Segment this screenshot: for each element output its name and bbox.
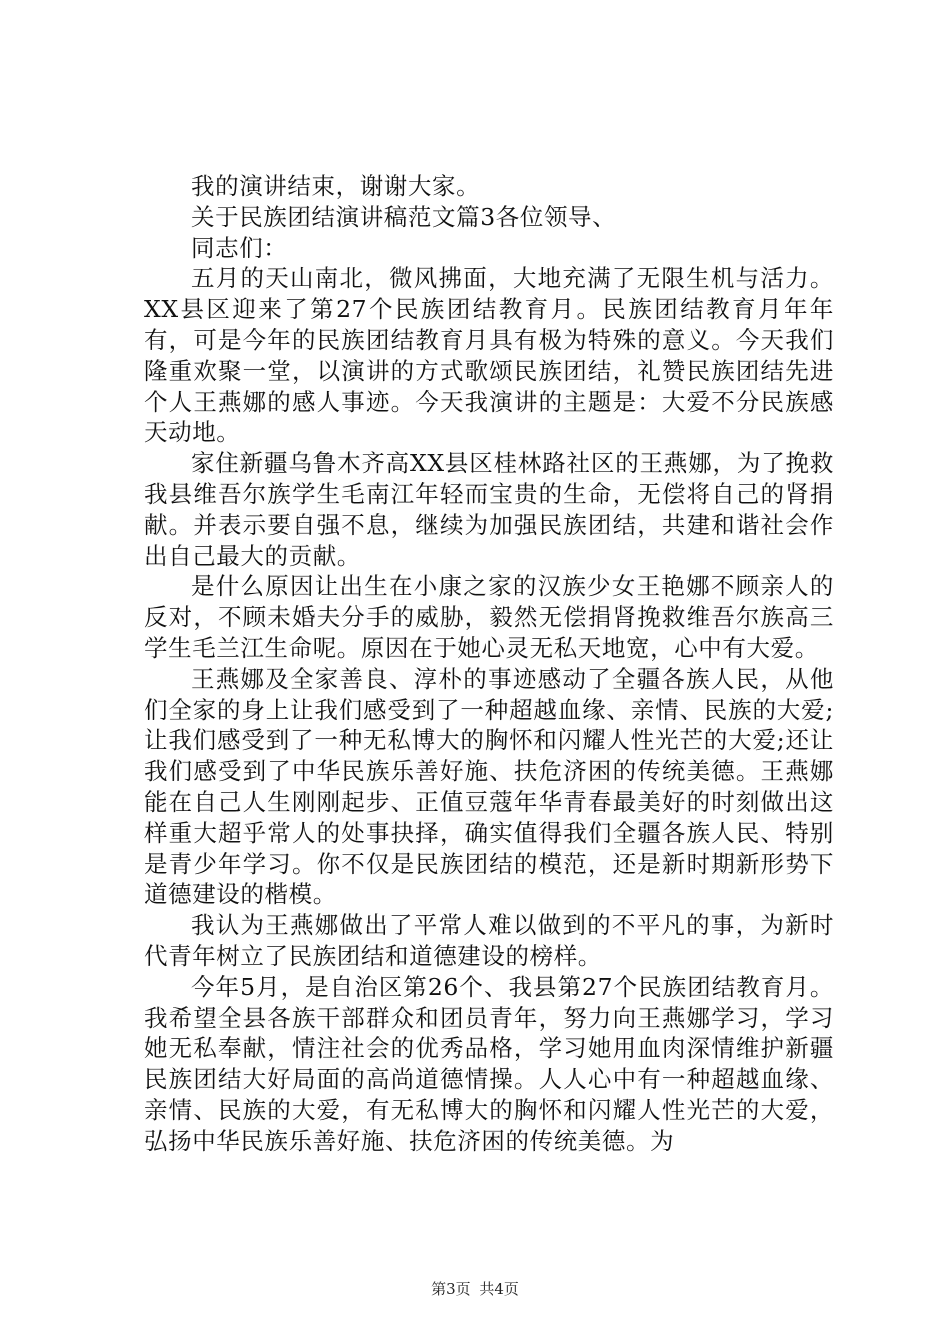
paragraph-body: 是什么原因让出生在小康之家的汉族少女王艳娜不顾亲人的反对，不顾未婚夫分手的威胁，毅然无偿捐肾挽救维吾尔族高三学生毛兰江生命呢。原因在于她心灵无私天地宽，心中有大爱。 [144, 572, 834, 662]
page-number: 第3页 [431, 1280, 471, 1298]
paragraph-body: 五月的天山南北，微风拂面，大地充满了无限生机与活力。XX县区迎来了第27个民族团结教育月。民族团结教育月年年有，可是今年的民族团结教育月具有极为特殊的意义。今天我们隆重欢聚一堂，以演讲的方式歌颂民族团结，礼赞民族团结先进个人王燕娜的感人事迹。今天我演讲的主题是：大爱不分民族感天动地。 [144, 264, 834, 447]
paragraph-body: 王燕娜及全家善良、淳朴的事迹感动了全疆各族人民，从他们全家的身上让我们感受到了一种超越血缘、亲情、民族的大爱;让我们感受到了一种无私博大的胸怀和闪耀人性光芒的大爱;还让我们感受到了中华民族乐善好施、扶危济困的传统美德。王燕娜能在自己人生刚刚起步、正值豆蔻年华青春最美好的时刻做出这样重大超乎常人的处事抉择，确实值得我们全疆各族人民、特别是青少年学习。你不仅是民族团结的模范，还是新时期新形势下道德建设的楷模。 [144, 664, 834, 909]
paragraph-body: 家住新疆乌鲁木齐高XX县区桂林路社区的王燕娜，为了挽救我县维吾尔族学生毛南江年轻而宝贵的生命，无偿将自己的肾捐献。并表示要自强不息，继续为加强民族团结，共建和谐社会作出自己最大的贡献。 [144, 449, 834, 570]
paragraph-closing: 我的演讲结束，谢谢大家。 [191, 172, 481, 200]
paragraph-body: 我认为王燕娜做出了平常人难以做到的不平凡的事，为新时代青年树立了民族团结和道德建设的榜样。 [144, 911, 834, 970]
paragraph-title: 关于民族团结演讲稿范文篇3各位领导、 [191, 202, 617, 231]
paragraph-salutation: 同志们： [191, 233, 288, 262]
page-footer [0, 1279, 950, 1299]
document-body [144, 171, 834, 1157]
paragraph-body: 今年5月，是自治区第26个、我县第27个民族团结教育月。我希望全县各族干部群众和团员青年，努力向王燕娜学习，学习她无私奉献，情注社会的优秀品格，学习她用血肉深情维护新疆民族团结大好局面的高尚道德情操。人人心中有一种超越血缘、亲情、民族的大爱，有无私博大的胸怀和闪耀人性光芒的大爱，弘扬中华民族乐善好施、扶危济困的传统美德。为 [144, 972, 834, 1155]
page-total: 共4页 [479, 1280, 519, 1298]
